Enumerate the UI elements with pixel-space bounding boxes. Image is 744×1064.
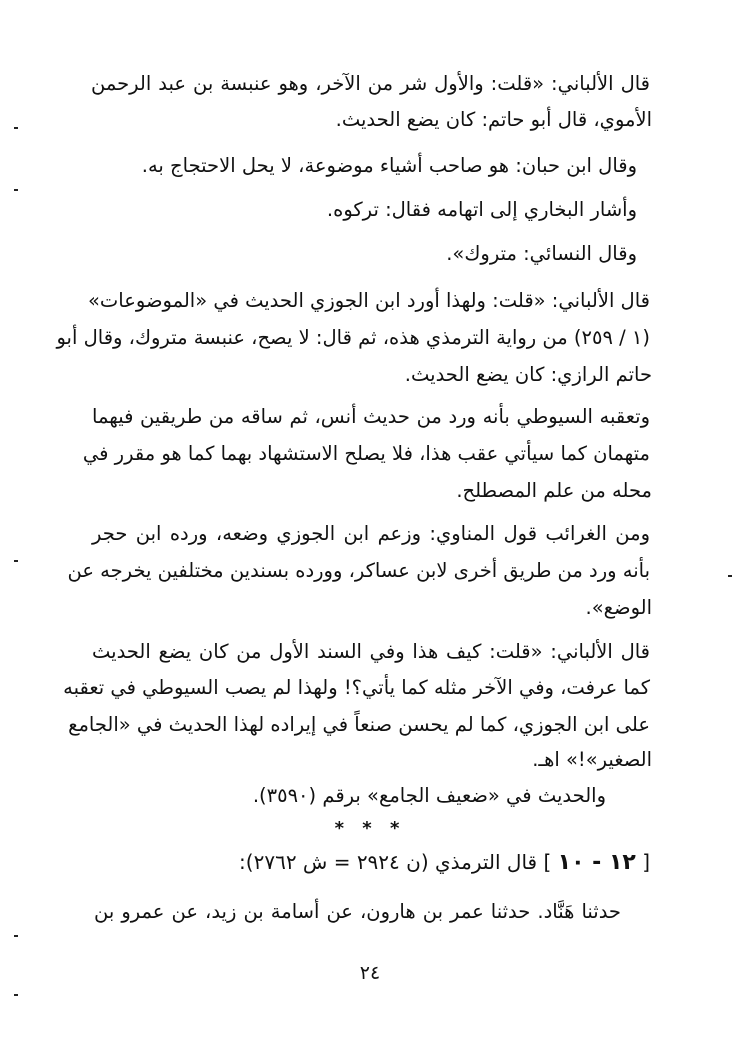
margin-mark: [14, 127, 18, 129]
margin-mark: [728, 575, 732, 577]
margin-mark: [14, 189, 18, 191]
text-line: الأموي، قال أبو حاتم: كان يضع الحديث.: [335, 108, 652, 131]
text-line: قال الألباني: «قلت: ولهذا أورد ابن الجوزي الحديث في «الموضوعات»: [88, 289, 650, 312]
text-line: محله من علم المصطلح.: [456, 479, 652, 502]
text-line: الصغير»!» اهـ.: [532, 748, 652, 771]
heading-text: قال الترمذي (ن ٢٩٢٤ = ش ٢٧٦٢):: [239, 850, 538, 874]
text-line: على ابن الجوزي، كما لم يحسن صنعاً في إيراده لهذا الحديث في «الجامع: [68, 713, 650, 736]
text-line: قال الألباني: «قلت: كيف هذا وفي السند الأول من كان يضع الحديث: [92, 640, 650, 663]
hadith-number: ١٢ - ١٠: [557, 850, 636, 875]
text-line: حاتم الرازي: كان يضع الحديث.: [404, 363, 652, 386]
heading-bracket-open: [: [642, 850, 650, 874]
text-line: بأنه ورد من طريق أخرى لابن عساكر، وورده بسندين مختلفين يخرجه عن: [67, 559, 650, 582]
text-line: قال الألباني: «قلت: والأول شر من الآخر، وهو عنبسة بن عبد الرحمن: [91, 72, 650, 95]
margin-mark: [14, 560, 18, 562]
text-line: وقال النسائي: متروك».: [446, 242, 637, 265]
hadith-heading: [239, 848, 650, 877]
heading-bracket-close: ]: [543, 850, 552, 874]
text-line: ومن الغرائب قول المناوي: وزعم ابن الجوزي وضعه، ورده ابن حجر: [92, 522, 650, 545]
text-line: متهمان كما سيأتي عقب هذا، فلا يصلح الاستشهاد بهما كما هو مقرر في: [82, 442, 650, 465]
text-line: والحديث في «ضعيف الجامع» برقم (٣٥٩٠).: [252, 784, 606, 807]
text-line: الوضع».: [585, 596, 652, 619]
page-number: ٢٤: [359, 962, 381, 984]
text-line: وتعقبه السيوطي بأنه ورد من حديث أنس، ثم ساقه من طريقين فيهما: [92, 405, 650, 428]
text-line: وأشار البخاري إلى اتهامه فقال: تركوه.: [326, 198, 637, 221]
text-line: وقال ابن حبان: هو صاحب أشياء موضوعة، لا يحل الاحتجاج به.: [141, 154, 637, 177]
text-line: كما عرفت، وفي الآخر مثله كما يأتي؟! ولهذا لم يصب السيوطي في تعقبه: [63, 676, 650, 699]
section-separator: * * *: [334, 818, 406, 839]
text-line: (١ / ٢٥٩) من رواية الترمذي هذه، ثم قال: لا يصح، عنبسة متروك، وقال أبو: [56, 326, 650, 349]
text-line: حدثنا هَنَّاد. حدثنا عمر بن هارون، عن أسامة بن زيد، عن عمرو بن: [94, 900, 621, 923]
margin-mark: [14, 935, 18, 937]
margin-mark: [14, 994, 18, 996]
